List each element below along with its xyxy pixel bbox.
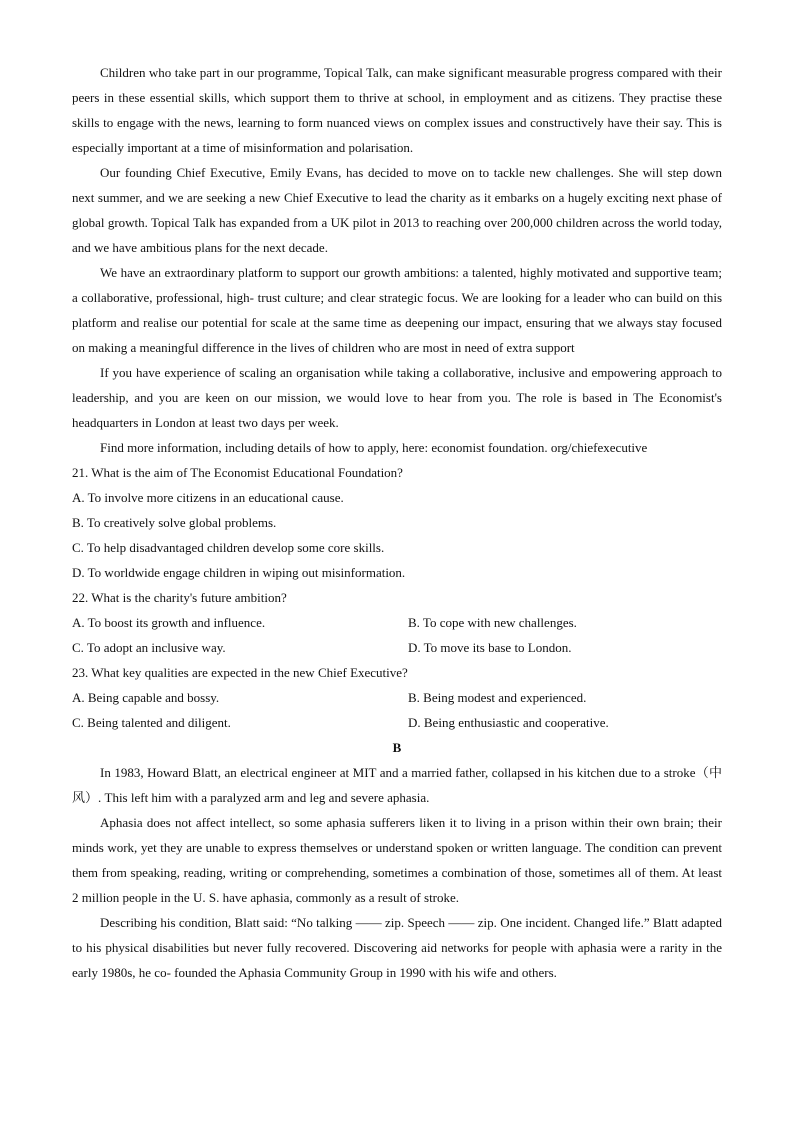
question-22-stem: 22. What is the charity's future ambition? <box>72 590 287 605</box>
question-23-option-d: D. Being enthusiastic and cooperative. <box>408 715 609 730</box>
question-22-option-a: A. To boost its growth and influence. <box>72 615 266 630</box>
question-23-option-a: A. Being capable and bossy. <box>72 690 220 705</box>
question-22-options-row-1 <box>72 610 722 635</box>
question-23-stem: 23. What key qualities are expected in the new Chief Executive? <box>72 665 408 680</box>
question-21-option-b: B. To creatively solve global problems. <box>72 515 277 530</box>
passage-a-paragraph-2: Our founding Chief Executive, Emily Evans, has decided to move on to tackle new challenges. She will step down next summer, and we are seeking a new Chief Executive to lead the charity as it embarks on a hugely exciting next phase of global growth. Topical Talk has expanded from a UK pilot in 2013 to reaching over 200,000 children across the world today, and we have ambitious plans for the next decade. <box>72 165 722 255</box>
document-page <box>72 60 722 985</box>
passage-a-paragraph-5: Find more information, including details of how to apply, here: economist foundation. org/chiefexecutive <box>100 440 648 455</box>
passage-b-paragraph-1: In 1983, Howard Blatt, an electrical engineer at MIT and a married father, collapsed in his kitchen due to a stroke（中风）. This left him with a paralyzed arm and leg and severe aphasia. <box>72 765 722 805</box>
section-b-heading: B <box>392 740 402 755</box>
question-21-option-c: C. To help disadvantaged children develop some core skills. <box>72 540 385 555</box>
question-23-options-row-2 <box>72 710 722 735</box>
passage-b-paragraph-3: Describing his condition, Blatt said: “No talking —— zip. Speech —— zip. One incident. Changed life.” Blatt adapted to his physical disabilities but never fully recovered. Discovering aid networks for people with aphasia were a rarity in the early 1980s, he co- founded the Aphasia Community Group in 1990 with his wife and others. <box>72 915 722 980</box>
question-22-option-c: C. To adopt an inclusive way. <box>72 640 226 655</box>
passage-a-paragraph-4: If you have experience of scaling an organisation while taking a collaborative, inclusive and empowering approach to leadership, and you are keen on our mission, we would love to hear from you. The role is based in The Economist's headquarters in London at least two days per week. <box>72 365 722 430</box>
question-22-options-row-2 <box>72 635 722 660</box>
question-23-option-b: B. Being modest and experienced. <box>408 690 587 705</box>
question-21-stem: 21. What is the aim of The Economist Educational Foundation? <box>72 465 403 480</box>
question-21-option-d: D. To worldwide engage children in wiping out misinformation. <box>72 565 406 580</box>
question-22-option-d: D. To move its base to London. <box>408 640 572 655</box>
passage-b-paragraph-2: Aphasia does not affect intellect, so some aphasia sufferers liken it to living in a prison within their own brain; their minds work, yet they are unable to express themselves or understand spoken or written language. The condition can prevent them from speaking, reading, writing or comprehending, sometimes a combination of those, sometimes all of them. At least 2 million people in the U. S. have aphasia, commonly as a result of stroke. <box>72 815 722 905</box>
question-22-option-b: B. To cope with new challenges. <box>408 615 577 630</box>
passage-a-paragraph-1: Children who take part in our programme, Topical Talk, can make significant measurable progress compared with their peers in these essential skills, which support them to thrive at school, in employment and as citizens. They practise these skills to engage with the news, learning to form nuanced views on complex issues and constructively have their say. This is especially important at a time of misinformation and polarisation. <box>72 65 722 155</box>
question-23-options-row-1 <box>72 685 722 710</box>
question-21-option-a: A. To involve more citizens in an educational cause. <box>72 490 344 505</box>
question-23-option-c: C. Being talented and diligent. <box>72 715 231 730</box>
passage-a-paragraph-3: We have an extraordinary platform to support our growth ambitions: a talented, highly motivated and supportive team; a collaborative, professional, high- trust culture; and clear strategic focus. We are looking for a leader who can build on this platform and realise our potential for scale at the same time as deepening our impact, ensuring that we always stay focused on making a meaningful difference in the lives of children who are most in need of extra support <box>72 265 722 355</box>
